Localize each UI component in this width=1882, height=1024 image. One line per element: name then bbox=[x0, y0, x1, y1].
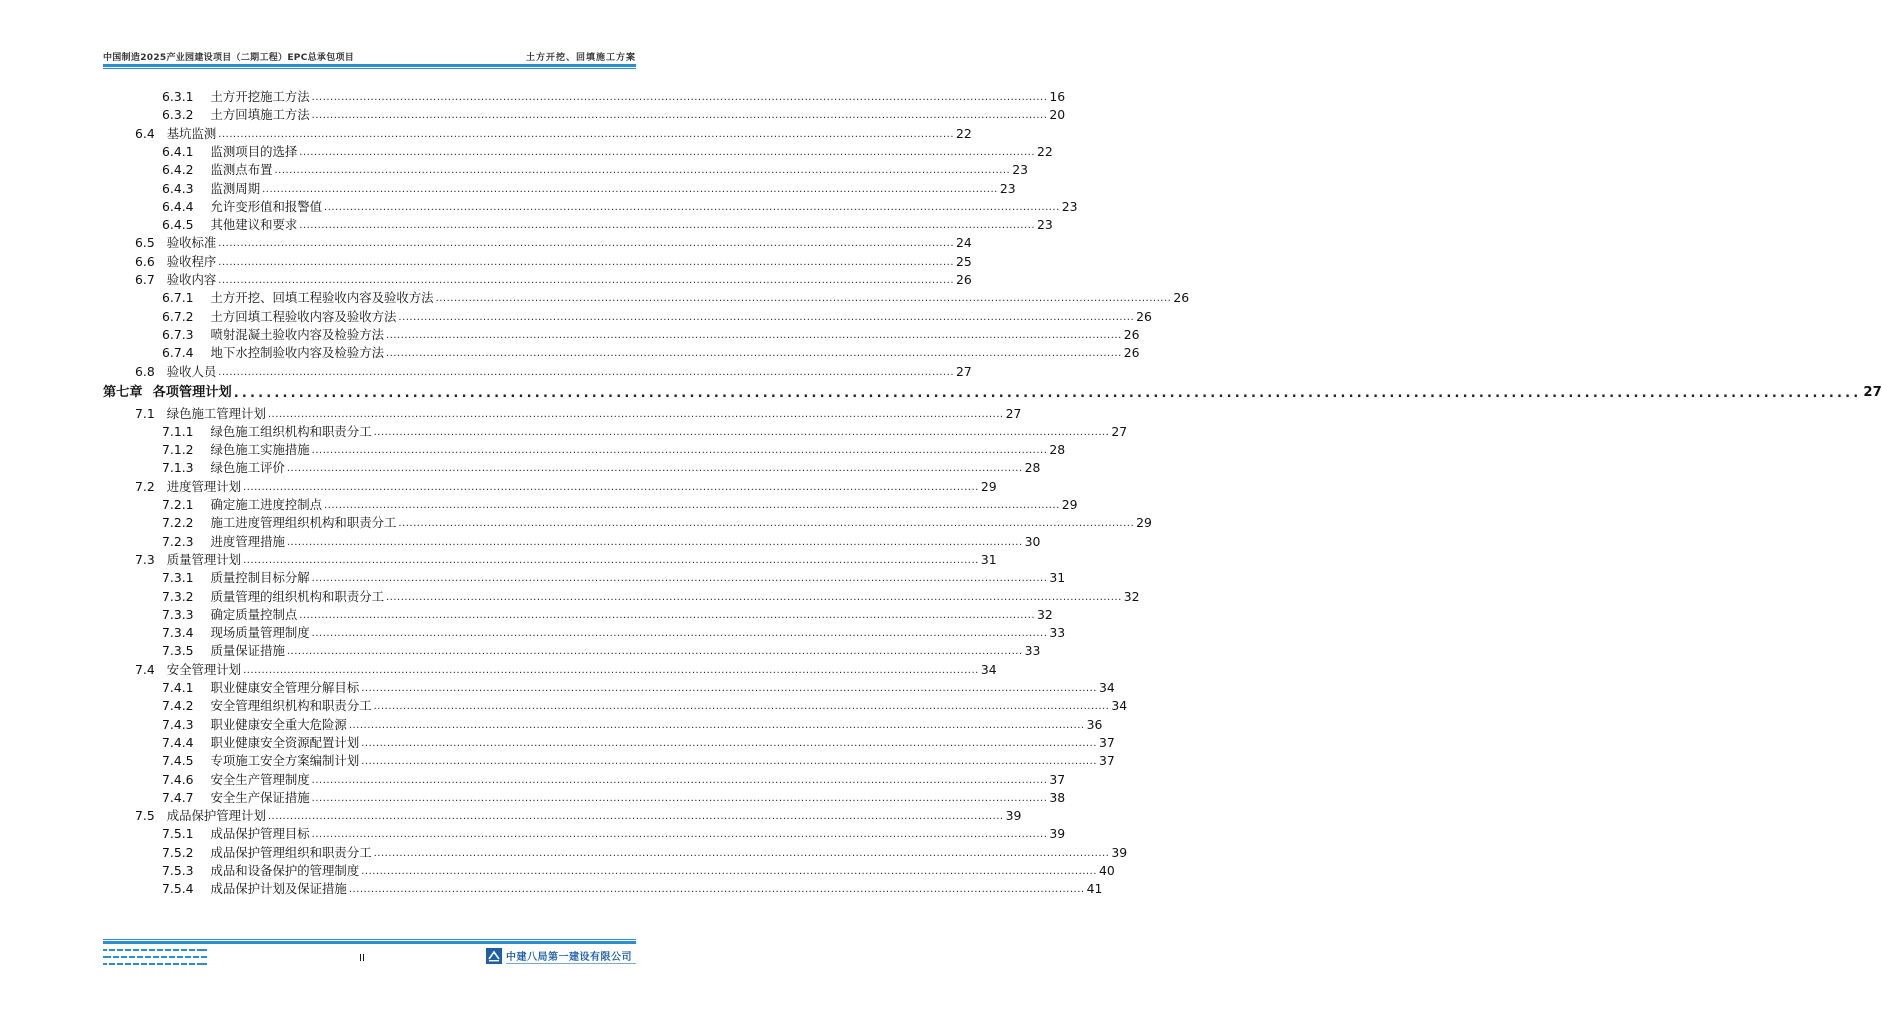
toc-entry-number: 7.4.6 bbox=[162, 771, 194, 787]
toc-entry[interactable] bbox=[103, 716, 1103, 734]
toc-entry[interactable] bbox=[103, 825, 1066, 843]
toc-entry-page: 28 bbox=[1049, 442, 1066, 458]
toc-entry-page: 22 bbox=[1037, 143, 1053, 159]
toc-entry-number: 6.7.1 bbox=[162, 290, 194, 306]
toc-entry-number: 6.4 bbox=[135, 125, 155, 141]
toc-entry[interactable] bbox=[103, 143, 1053, 161]
toc-entry-number: 6.8 bbox=[135, 363, 155, 379]
toc-entry-page: 37 bbox=[1098, 734, 1115, 750]
toc-entry[interactable] bbox=[103, 423, 1128, 441]
toc-entry-number: 7.1.1 bbox=[162, 423, 194, 439]
toc-entry-title: 监测项目的选择 bbox=[210, 143, 298, 159]
toc-entry[interactable] bbox=[103, 551, 997, 569]
toc-entry-title: 监测周期 bbox=[210, 180, 261, 196]
toc-entry-title: 专项施工安全方案编制计划 bbox=[210, 753, 360, 769]
toc-entry-page: 33 bbox=[1049, 625, 1066, 641]
toc-entry-number: 7.1 bbox=[135, 405, 155, 421]
toc-entry-page: 26 bbox=[1136, 308, 1152, 324]
toc-entry-title: 质量管理的组织机构和职责分工 bbox=[210, 588, 384, 604]
toc-dot-leader: ........................................................................................................................................................................................................ bbox=[324, 500, 1060, 511]
toc-entry-page: 33 bbox=[1024, 643, 1041, 659]
toc-entry-page: 31 bbox=[980, 551, 997, 567]
toc-entry-page: 38 bbox=[1049, 789, 1066, 805]
toc-entry-page: 32 bbox=[1123, 588, 1140, 604]
toc-entry-number: 7.3.4 bbox=[162, 625, 194, 641]
toc-entry-page: 24 bbox=[956, 235, 972, 251]
toc-dot-leader: ........................................................................................................................................................................................................ bbox=[218, 238, 955, 250]
toc-entry[interactable] bbox=[103, 363, 972, 381]
toc-dot-leader: ........................................................................................................................................................................................................ bbox=[386, 591, 1122, 603]
toc-entry-number: 7.1.3 bbox=[162, 460, 194, 476]
toc-entry-page: 22 bbox=[956, 125, 972, 141]
toc-entry[interactable] bbox=[103, 180, 1016, 198]
toc-entry[interactable] bbox=[103, 234, 972, 252]
toc-dot-leader: ........................................................................................................................................................................................................ bbox=[243, 554, 979, 566]
toc-dot-leader: ........................................................................................................................................................................................................ bbox=[299, 609, 1036, 621]
toc-dot-leader: ........................................................................................................................................................................................................ bbox=[218, 275, 955, 286]
toc-dot-leader: ........................................................................................................................................................................................................ bbox=[299, 220, 1036, 232]
toc-dot-leader: ........................................................................................................................................................................................................ bbox=[348, 884, 1085, 896]
toc-dot-leader: ........................................................................................................................................................................................................ bbox=[218, 256, 955, 268]
toc-dot-leader: ........................................................................................................................................................................................................ bbox=[311, 573, 1048, 585]
toc-dot-leader: ........................................................................................................................................................................................................ bbox=[361, 683, 1097, 694]
toc-entry-title: 土方开挖施工方法 bbox=[210, 89, 310, 104]
header-rule-thick bbox=[103, 64, 636, 67]
toc-entry-page: 39 bbox=[1111, 844, 1128, 860]
toc-entry[interactable] bbox=[103, 588, 1140, 606]
toc-entry-title: 验收内容 bbox=[166, 272, 217, 287]
toc-entry-number: 7.4 bbox=[135, 661, 155, 677]
toc-entry-title: 安全管理计划 bbox=[166, 661, 242, 677]
toc-dot-leader: ........................................................................................................................................................................................................ bbox=[311, 829, 1048, 841]
toc-entry-page: 32 bbox=[1037, 606, 1053, 622]
toc-entry-title: 土方回填施工方法 bbox=[210, 107, 310, 123]
toc-entry-title: 各项管理计划 bbox=[152, 384, 232, 400]
toc-dot-leader: ........................................................................................................................................................................................................ bbox=[286, 536, 1023, 548]
toc-entry[interactable] bbox=[103, 807, 1022, 825]
toc-entry[interactable] bbox=[103, 514, 1152, 532]
toc-dot-leader: ........................................................................................................................................................................................................ bbox=[386, 329, 1122, 341]
toc-entry-title: 安全生产保证措施 bbox=[210, 789, 310, 805]
toc-entry-number: 7.2.1 bbox=[162, 497, 194, 512]
toc-entry[interactable] bbox=[103, 161, 1029, 179]
toc-entry[interactable] bbox=[103, 459, 1041, 477]
toc-entry-number: 6.3.1 bbox=[162, 89, 194, 104]
toc-entry-title: 进度管理措施 bbox=[210, 533, 285, 549]
toc-entry-number: 7.4.5 bbox=[162, 753, 194, 769]
toc-entry-page: 29 bbox=[1061, 497, 1078, 512]
toc-entry-number: 7.3.3 bbox=[162, 606, 194, 622]
toc-entry-page: 23 bbox=[1037, 217, 1053, 233]
toc-entry-number: 7.4.4 bbox=[162, 734, 194, 750]
toc-entry-page: 27 bbox=[1863, 384, 1882, 400]
toc-dot-leader: ........................................................................................................................................................................................................ bbox=[243, 481, 979, 493]
footer-rule-thin bbox=[103, 939, 636, 940]
toc-entry-number: 7.4.2 bbox=[162, 698, 194, 714]
toc-entry-number: 6.4.1 bbox=[162, 143, 194, 159]
toc-entry-number: 第七章 bbox=[103, 384, 143, 400]
company-name: 中建八局第一建设有限公司 bbox=[506, 952, 632, 963]
toc-entry[interactable] bbox=[103, 789, 1066, 807]
toc-entry-number: 7.2 bbox=[135, 478, 155, 494]
toc-dot-leader: ........................................................................................................................................................................................................ bbox=[262, 183, 998, 195]
toc-dot-leader: ........................................................................................................................................................................................................ bbox=[361, 737, 1097, 749]
toc-entry-number: 6.7 bbox=[135, 272, 155, 287]
toc-entry[interactable] bbox=[103, 880, 1103, 898]
toc-entry-number: 7.5.1 bbox=[162, 826, 194, 842]
toc-entry[interactable] bbox=[103, 679, 1115, 697]
toc-entry[interactable] bbox=[103, 533, 1041, 551]
toc-entry-number: 7.5.3 bbox=[162, 863, 194, 878]
toc-dot-leader: ........................................................................................................................................................................................................ bbox=[361, 756, 1097, 768]
toc-entry-title: 成品保护管理组织和职责分工 bbox=[210, 844, 372, 860]
project-name: 中国制造2025产业园建设项目（二期工程）EPC总承包项目 bbox=[103, 53, 355, 63]
toc-entry-title: 绿色施工管理计划 bbox=[166, 405, 266, 421]
toc-entry-title: 成品保护计划及保证措施 bbox=[210, 881, 347, 897]
toc-entry[interactable] bbox=[103, 308, 1152, 326]
toc-entry[interactable] bbox=[103, 106, 1066, 124]
toc-entry-title: 职业健康安全重大危险源 bbox=[210, 716, 347, 732]
toc-entry-page: 23 bbox=[1012, 162, 1029, 178]
toc-entry-page: 26 bbox=[1123, 326, 1140, 342]
toc-entry-page: 26 bbox=[1123, 345, 1140, 361]
toc-dot-leader: ........................................................................................................................................................................................................ bbox=[373, 701, 1110, 713]
toc-entry-number: 7.3.2 bbox=[162, 588, 194, 604]
toc-dot-leader: ........................................................................................................................................................................................................ bbox=[435, 293, 1172, 305]
toc-entry-title: 其他建议和要求 bbox=[210, 217, 298, 233]
toc-entry[interactable] bbox=[103, 216, 1053, 234]
toc-entry-number: 6.4.5 bbox=[162, 217, 194, 233]
toc-entry-title: 质量管理计划 bbox=[166, 551, 242, 567]
toc-entry-number: 7.4.3 bbox=[162, 716, 194, 732]
toc-entry[interactable] bbox=[103, 198, 1078, 216]
toc-entry[interactable] bbox=[103, 253, 972, 271]
toc-entry-title: 成品保护管理计划 bbox=[166, 808, 266, 824]
toc-entry-page: 30 bbox=[1024, 533, 1041, 549]
toc-entry[interactable] bbox=[103, 697, 1128, 715]
toc-entry-page: 26 bbox=[956, 272, 972, 287]
header-bar bbox=[103, 48, 636, 64]
toc-dot-leader: ........................................................................................................................................................................................................ bbox=[311, 792, 1048, 804]
toc-entry-number: 7.2.2 bbox=[162, 515, 194, 531]
toc-entry[interactable] bbox=[103, 606, 1053, 624]
toc-entry-page: 31 bbox=[1049, 570, 1066, 586]
toc-entry-number: 7.5.4 bbox=[162, 881, 194, 897]
toc-entry-number: 6.4.3 bbox=[162, 180, 194, 196]
toc-entry-page: 16 bbox=[1049, 89, 1066, 104]
toc-entry-title: 安全管理组织机构和职责分工 bbox=[210, 698, 372, 714]
toc-entry[interactable] bbox=[103, 496, 1078, 514]
toc-entry-title: 监测点布置 bbox=[210, 162, 273, 178]
toc-entry[interactable] bbox=[103, 405, 1022, 423]
toc-entry-title: 施工进度管理组织机构和职责分工 bbox=[210, 515, 397, 531]
toc-entry-page: 20 bbox=[1049, 107, 1066, 123]
toc-chapter[interactable] bbox=[103, 384, 1882, 402]
toc-entry-title: 绿色施工实施措施 bbox=[210, 442, 310, 458]
toc-dot-leader: ........................................................................................................................................................................................................ bbox=[267, 408, 1004, 420]
toc-dot-leader: ........................................................................................................................................................................................................ bbox=[299, 146, 1036, 158]
toc-entry-title: 成品和设备保护的管理制度 bbox=[210, 863, 360, 878]
toc-entry-page: 29 bbox=[1136, 515, 1152, 531]
toc-entry-number: 7.2.3 bbox=[162, 533, 194, 549]
toc-entry-number: 7.5.2 bbox=[162, 844, 194, 860]
toc-entry[interactable] bbox=[103, 569, 1066, 587]
toc-dot-leader: ........................................................................................................................................................................................................ bbox=[398, 311, 1135, 323]
toc-entry-page: 34 bbox=[1111, 698, 1128, 714]
toc-entry-page: 34 bbox=[980, 661, 997, 677]
toc-entry[interactable] bbox=[103, 289, 1190, 307]
toc-entry-title: 绿色施工评价 bbox=[210, 460, 285, 476]
toc-dot-leader: ........................................................................................................................................................................................................ bbox=[373, 847, 1110, 859]
toc-entry-number: 7.3 bbox=[135, 551, 155, 567]
toc-entry[interactable] bbox=[103, 88, 1066, 106]
toc-dot-leader: ........................................................................................................................................................................................................ bbox=[311, 92, 1048, 103]
toc-entry[interactable] bbox=[103, 326, 1140, 344]
document-title: 土方开挖、回填施工方案 bbox=[525, 53, 636, 63]
toc-dot-leader: ........................................................................................................................................................................................................ bbox=[386, 348, 1122, 360]
toc-entry[interactable] bbox=[103, 734, 1115, 752]
toc-dot-leader: ........................................................................................................................................................................................................ bbox=[373, 426, 1110, 438]
toc-dot-leader: ........................................................................................................................................................................................................ bbox=[218, 128, 955, 140]
toc-entry-title: 绿色施工组织机构和职责分工 bbox=[210, 423, 372, 439]
toc-entry-page: 27 bbox=[1111, 423, 1128, 439]
toc-entry-number: 7.1.2 bbox=[162, 442, 194, 458]
toc-entry-title: 验收人员 bbox=[166, 363, 217, 379]
toc-entry-title: 成品保护管理目标 bbox=[210, 826, 310, 842]
toc-entry-number: 6.3.2 bbox=[162, 107, 194, 123]
toc-entry-page: 23 bbox=[999, 180, 1016, 196]
toc-dot-leader: ........................................................................................................................................................................................................ bbox=[274, 165, 1011, 177]
toc-entry[interactable] bbox=[103, 862, 1115, 880]
toc-entry-number: 6.7.2 bbox=[162, 308, 194, 324]
toc-dot-leader: ........................................................................................................................................................................................................ bbox=[311, 774, 1048, 786]
toc-entry-page: 27 bbox=[956, 363, 972, 379]
toc-dot-leader: ........................................................................................................................................................................................................ bbox=[324, 201, 1060, 213]
toc-dot-leader: ........................................................................................................................................................................................................ bbox=[286, 646, 1023, 658]
toc-entry-page: 37 bbox=[1049, 771, 1066, 787]
toc-entry-page: 25 bbox=[956, 253, 972, 269]
toc-entry-title: 土方回填工程验收内容及验收方法 bbox=[210, 308, 397, 324]
toc-entry-title: 喷射混凝土验收内容及检验方法 bbox=[210, 326, 384, 342]
toc-entry-page: 41 bbox=[1086, 881, 1103, 897]
toc-entry-title: 进度管理计划 bbox=[166, 478, 242, 494]
toc-dot-leader: ........................................................................................................................................................................................................ bbox=[218, 366, 955, 378]
toc-entry-page: 23 bbox=[1061, 198, 1078, 214]
toc-entry-title: 土方开挖、回填工程验收内容及验收方法 bbox=[210, 290, 434, 306]
toc-entry[interactable] bbox=[103, 344, 1140, 362]
toc-entry[interactable] bbox=[103, 771, 1066, 789]
toc-entry-number: 7.5 bbox=[135, 808, 155, 824]
toc-dot-leader: ........................................................................................................................................................................................................ bbox=[348, 719, 1085, 731]
toc-entry-number: 7.3.5 bbox=[162, 643, 194, 659]
toc-dot-leader: ........................................................................................................................................................................................................ bbox=[361, 866, 1097, 877]
toc-entry-title: 验收标准 bbox=[166, 235, 217, 251]
page-number: II bbox=[359, 953, 365, 964]
toc-entry[interactable] bbox=[103, 642, 1041, 660]
toc-entry-title: 质量控制目标分解 bbox=[210, 570, 310, 586]
toc-entry[interactable] bbox=[103, 441, 1066, 459]
toc-dot-leader: ........................................................................................................................................................................................................ bbox=[311, 445, 1048, 457]
toc-entry-number: 6.7.3 bbox=[162, 326, 194, 342]
toc-entry-number: 7.4.7 bbox=[162, 789, 194, 805]
toc-entry[interactable] bbox=[103, 661, 997, 679]
toc-entry-title: 职业健康安全资源配置计划 bbox=[210, 734, 360, 750]
toc-entry-title: 安全生产管理制度 bbox=[210, 771, 310, 787]
toc-entry-page: 36 bbox=[1086, 716, 1103, 732]
toc-entry[interactable] bbox=[103, 752, 1115, 770]
toc-dot-leader: ........................................................................................................................................................................................................ bbox=[311, 628, 1048, 640]
toc-entry-page: 39 bbox=[1049, 826, 1066, 842]
toc-entry-number: 6.4.2 bbox=[162, 162, 194, 178]
toc-entry[interactable] bbox=[103, 844, 1128, 862]
toc-entry-title: 允许变形值和报警值 bbox=[210, 198, 323, 214]
toc-entry-page: 27 bbox=[1005, 405, 1022, 421]
toc-dot-leader: ........................................................................................................................................................................................................ bbox=[286, 463, 1023, 475]
toc-entry-title: 基坑监测 bbox=[166, 125, 217, 141]
toc-dot-leader: ........................................................................................................................................................................................................ bbox=[398, 518, 1135, 530]
toc-entry-number: 6.5 bbox=[135, 235, 155, 251]
toc-entry-title: 现场质量管理制度 bbox=[210, 625, 310, 641]
footer-rule-thick bbox=[103, 941, 636, 944]
toc-entry-title: 质量保证措施 bbox=[210, 643, 285, 659]
toc-entry-title: 确定质量控制点 bbox=[210, 606, 298, 622]
toc-entry-number: 6.7.4 bbox=[162, 345, 194, 361]
toc-entry-number: 6.6 bbox=[135, 253, 155, 269]
toc-entry-title: 验收程序 bbox=[166, 253, 217, 269]
toc-entry[interactable] bbox=[103, 478, 997, 496]
toc-entry-page: 29 bbox=[980, 478, 997, 494]
toc-entry-page: 34 bbox=[1098, 680, 1115, 695]
toc-dot-leader: ........................................................................................................................................................................................................ bbox=[233, 385, 1862, 401]
toc-entry[interactable] bbox=[103, 271, 972, 289]
toc-entry-page: 40 bbox=[1098, 863, 1115, 878]
company-logo-icon bbox=[486, 948, 502, 964]
toc-entry-title: 地下水控制验收内容及检验方法 bbox=[210, 345, 384, 361]
toc-entry-page: 26 bbox=[1173, 290, 1190, 306]
toc-dot-leader: ........................................................................................................................................................................................................ bbox=[267, 811, 1004, 823]
company-english-subtitle bbox=[506, 962, 636, 965]
header-rule-thin bbox=[103, 68, 636, 69]
toc-entry-number: 6.4.4 bbox=[162, 198, 194, 214]
toc-entry-number: 7.3.1 bbox=[162, 570, 194, 586]
toc-entry[interactable] bbox=[103, 125, 972, 143]
toc-dot-leader: ........................................................................................................................................................................................................ bbox=[243, 664, 979, 676]
toc-entry-page: 39 bbox=[1005, 808, 1022, 824]
toc-entry-title: 确定施工进度控制点 bbox=[210, 497, 323, 512]
toc-entry-page: 28 bbox=[1024, 460, 1041, 476]
toc-entry-title: 职业健康安全管理分解目标 bbox=[210, 680, 360, 695]
toc-entry[interactable] bbox=[103, 624, 1066, 642]
toc-entry-page: 37 bbox=[1098, 753, 1115, 769]
toc-entry-number: 7.4.1 bbox=[162, 680, 194, 695]
toc-dot-leader: ........................................................................................................................................................................................................ bbox=[311, 110, 1048, 122]
